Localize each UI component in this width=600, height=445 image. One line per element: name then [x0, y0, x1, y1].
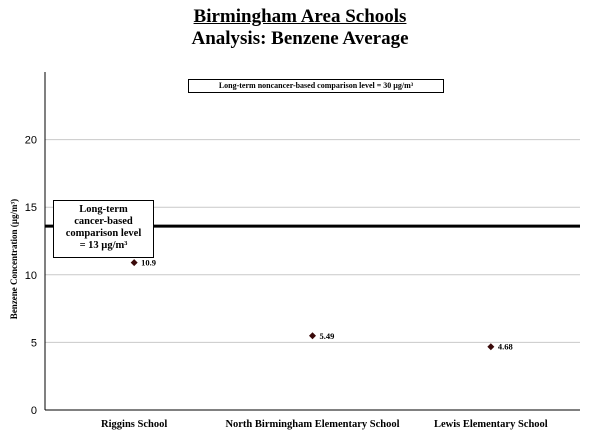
y-tick-label: 15	[24, 202, 37, 215]
data-point-label: 4.68	[497, 341, 513, 352]
cancer-annotation-line3: comparison level	[65, 228, 142, 239]
y-tick-label: 0	[30, 405, 37, 417]
data-points	[131, 258, 513, 352]
y-tick-labels	[25, 135, 37, 417]
data-point-label: 10.9	[141, 257, 157, 268]
noncancer-comparison-annotation: Long-term noncancer-based comparison level = 30 µg/m³	[188, 79, 444, 93]
chart-title-line2: Analysis: Benzene Average	[191, 28, 409, 49]
x-category-label: North Birmingham Elementary School	[225, 419, 400, 430]
data-point-marker	[309, 332, 316, 339]
data-point-marker	[131, 259, 138, 266]
y-tick-label: 20	[24, 134, 37, 147]
cancer-comparison-annotation	[53, 200, 154, 258]
x-category-label: Riggins School	[101, 419, 168, 430]
cancer-annotation-line1: Long-term	[79, 204, 128, 215]
y-tick-label: 5	[30, 337, 37, 350]
data-point-marker	[487, 343, 494, 350]
cancer-annotation-line4: = 13 µg/m³	[79, 240, 128, 251]
category-labels	[101, 419, 548, 430]
cancer-annotation-line2: cancer-based	[74, 216, 133, 227]
data-point-label: 5.49	[319, 330, 335, 341]
x-category-label: Lewis Elementary School	[433, 419, 548, 430]
y-tick-label: 10	[24, 269, 37, 282]
chart-title-line1: Birmingham Area Schools	[193, 6, 407, 27]
y-axis-label: Benzene Concentration (µg/m³)	[9, 198, 19, 320]
